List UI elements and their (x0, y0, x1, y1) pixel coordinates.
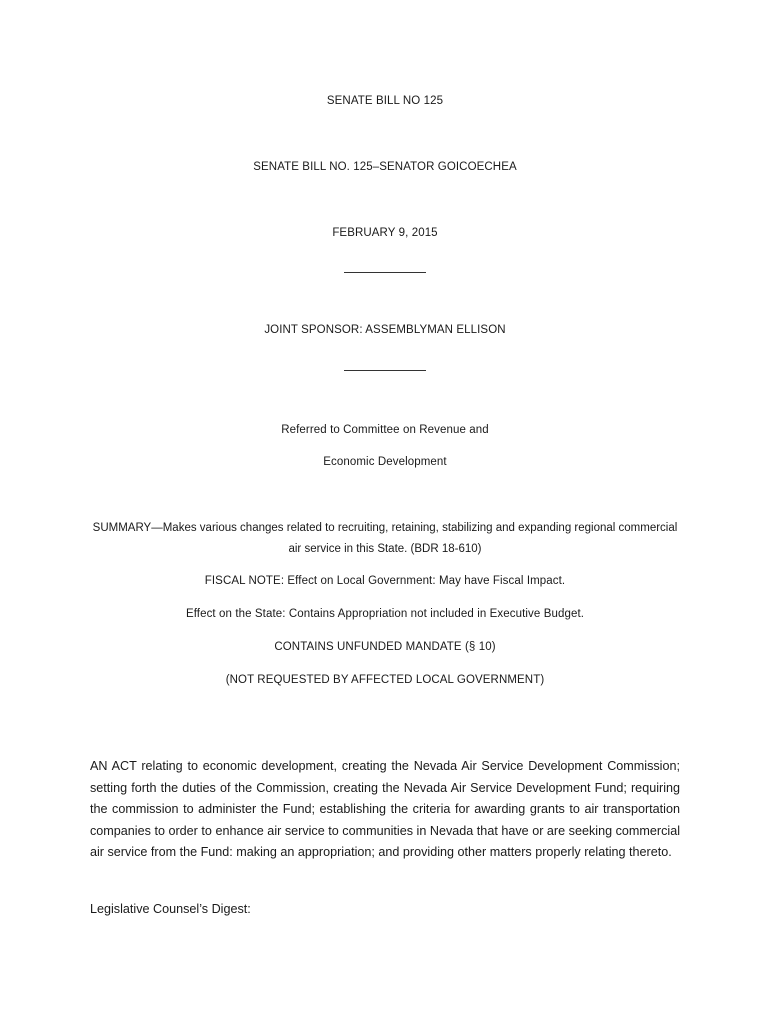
bill-date: FEBRUARY 9, 2015 (332, 227, 438, 239)
referral-line-2: Economic Development (323, 456, 447, 468)
digest-heading: Legislative Counsel’s Digest: (90, 902, 251, 916)
fiscal-note: FISCAL NOTE: Effect on Local Government: May have Fiscal Impact. (204, 575, 566, 587)
state-effect-note: Effect on the State: Contains Appropriation not included in Executive Budget. (185, 608, 585, 620)
joint-sponsor: JOINT SPONSOR: ASSEMBLYMAN ELLISON (264, 324, 506, 336)
mandate-note: (NOT REQUESTED BY AFFECTED LOCAL GOVERNMENT) (225, 674, 545, 686)
act-paragraph: AN ACT relating to economic development, creating the Nevada Air Service Development Commission; setting forth the duties of the Commission, creating the Nevada Air Service Development Fund; requiring the commission to administer the Fund; establishing the criteria for awarding grants to air transportation companies to order to enhance air service to communities in Nevada that have or are seeking commercial air service from the Fund: making an appropriation; and providing other matters properly relating thereto. (90, 759, 680, 860)
bill-summary: SUMMARY—Makes various changes related to recruiting, retaining, stabilizing and expanding regional commercial air service in this State. (BDR 18-610) (92, 522, 678, 555)
unfunded-mandate: CONTAINS UNFUNDED MANDATE (§ 10) (274, 641, 496, 653)
bill-title: SENATE BILL NO 125 (326, 95, 444, 107)
referral-line-1: Referred to Committee on Revenue and (281, 424, 489, 436)
separator-rule-2 (344, 370, 426, 371)
bill-sponsor-line: SENATE BILL NO. 125–SENATOR GOICOECHEA (253, 161, 517, 173)
separator-rule-1 (344, 272, 426, 273)
